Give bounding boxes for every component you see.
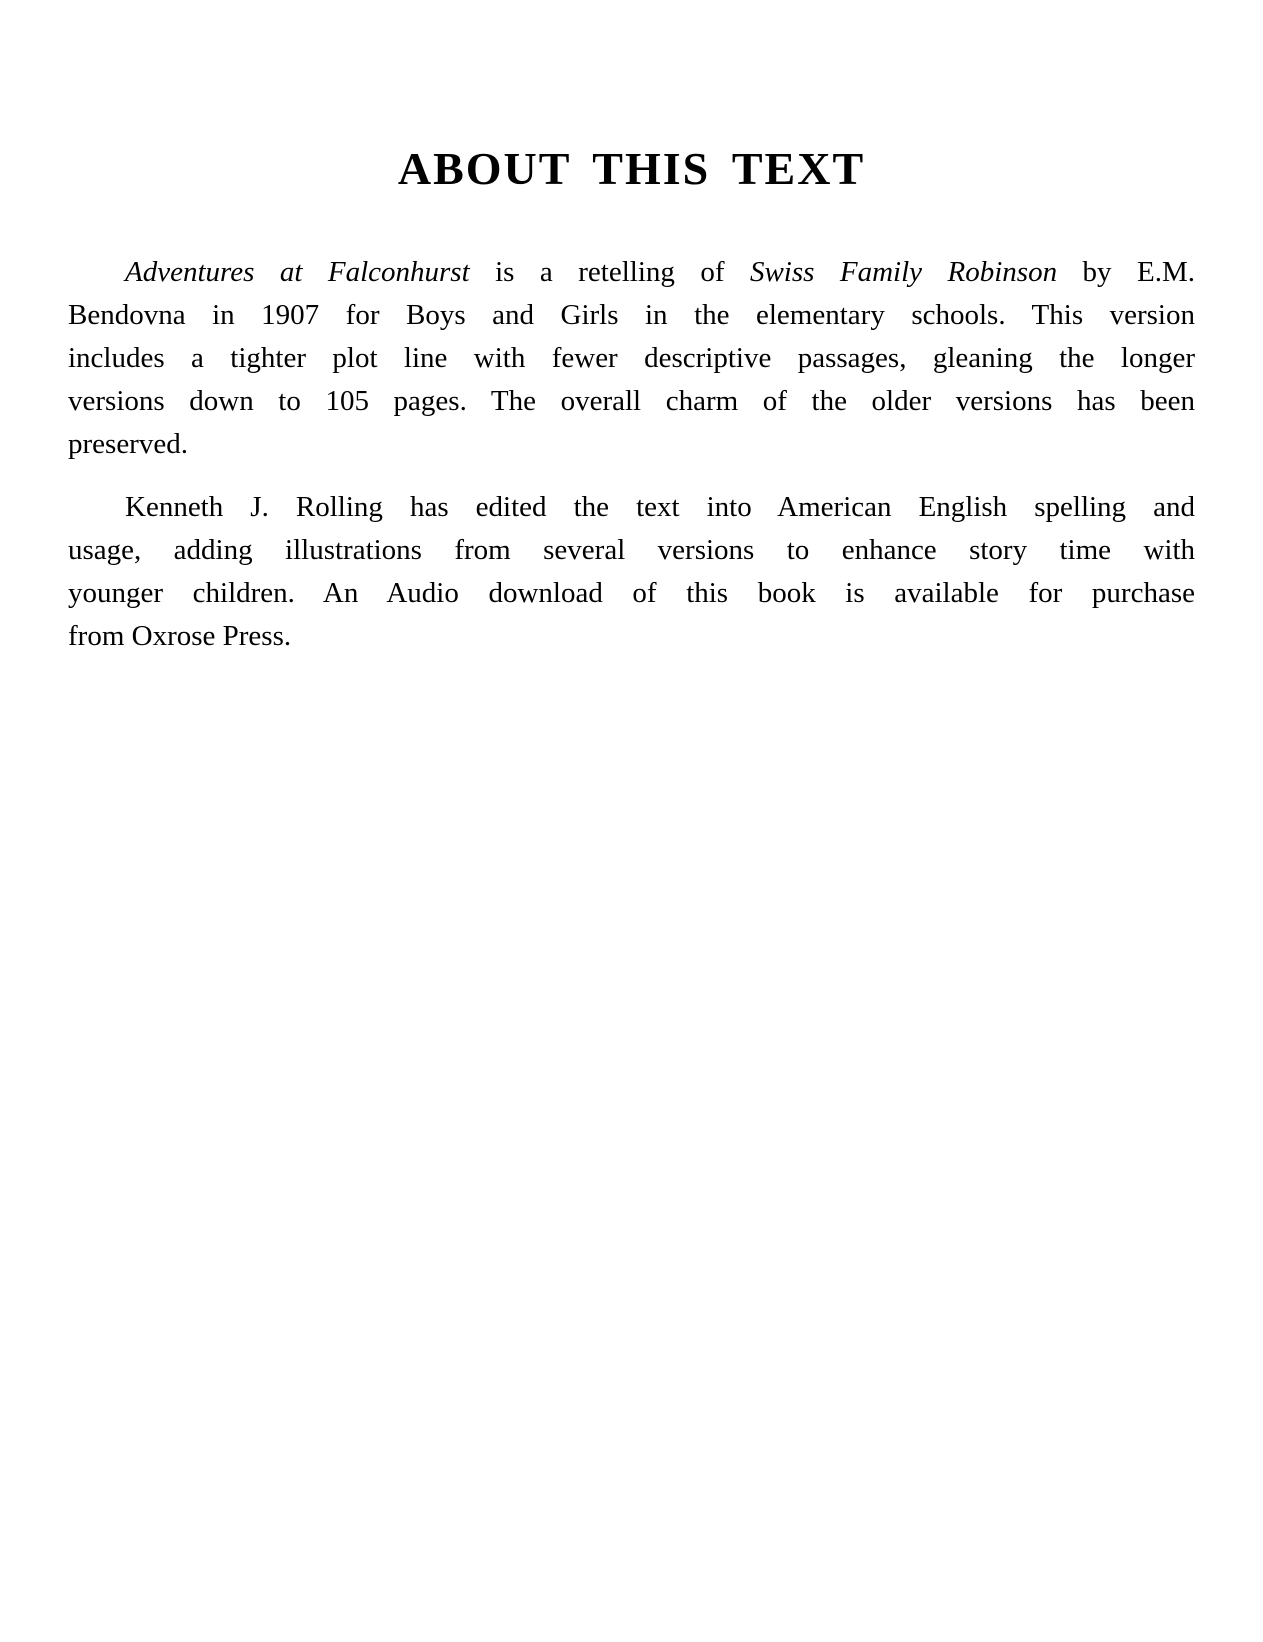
paragraph	[68, 251, 1195, 466]
book-title-italic: Swiss Family Robinson	[749, 256, 1058, 288]
text-run: versions down to 105 pages. The overall charm of the older versions has been	[68, 385, 1195, 417]
text-run: Bendovna in 1907 for Boys and Girls in the elementary schools. This version	[68, 299, 1195, 331]
text-line	[68, 529, 1195, 572]
text-line	[68, 572, 1195, 615]
text-run: Kenneth J. Rolling has edited the text into American English spelling and	[125, 491, 1195, 523]
text-run: includes a tighter plot line with fewer descriptive passages, gleaning the longer	[68, 342, 1195, 374]
text-line	[68, 337, 1195, 380]
paragraphs	[68, 251, 1195, 658]
book-title-italic: Adventures at Falconhurst	[125, 256, 470, 288]
text-line	[68, 380, 1195, 423]
text-run: younger children. An Audio download of this book is available for purchase	[68, 577, 1195, 609]
text-run: is a retelling of	[469, 256, 750, 288]
text-line	[68, 615, 1195, 658]
text-run: by E.M.	[1057, 256, 1196, 288]
text-run: preserved.	[68, 428, 188, 460]
text-line	[68, 423, 1195, 466]
text-line	[68, 251, 1195, 294]
text-run: usage, adding illustrations from several versions to enhance story time with	[68, 534, 1195, 566]
page-title: ABOUT THIS TEXT	[397, 143, 866, 194]
text-run: from Oxrose Press.	[68, 620, 292, 652]
text-line	[68, 486, 1195, 529]
text-line	[68, 294, 1195, 337]
paragraph	[68, 486, 1195, 658]
